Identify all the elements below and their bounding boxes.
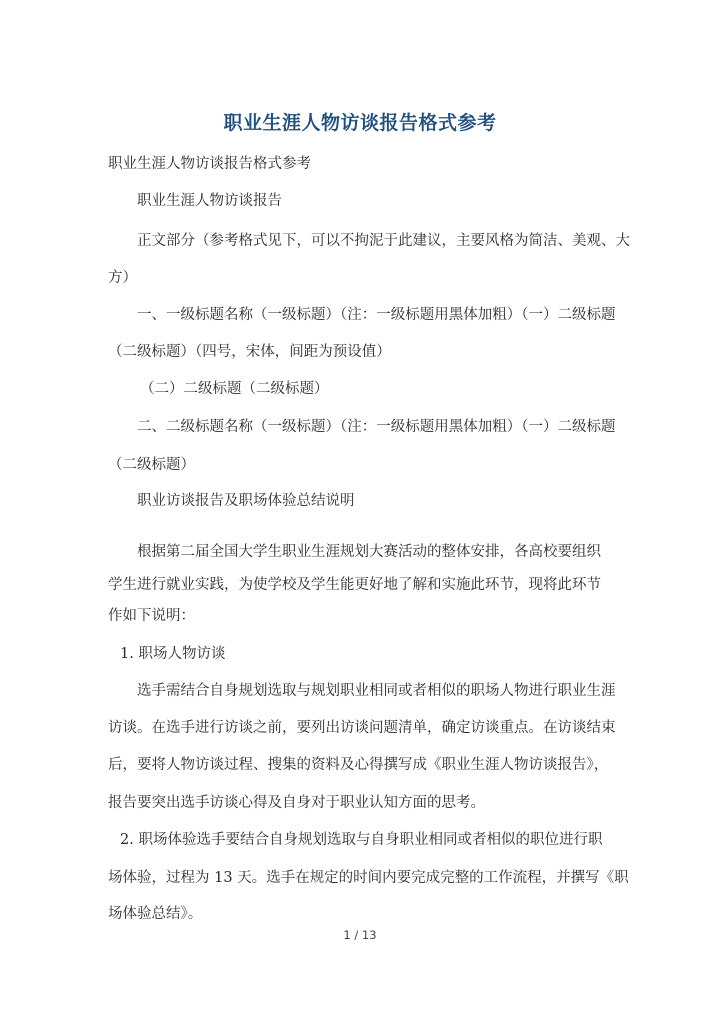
- doc-line: 作如下说明：: [108, 608, 195, 624]
- doc-line: 职业生涯人物访谈报告: [137, 193, 282, 209]
- doc-line: 访谈。在选手进行访谈之前，要列出访谈问题清单，确定访谈重点。在访谈结束: [108, 720, 616, 736]
- doc-line: （二级标题）: [108, 457, 195, 473]
- document-title: 职业生涯人物访谈报告格式参考: [223, 112, 497, 134]
- doc-line: 二、二级标题名称（一级标题）（注：一级标题用黑体加粗）（一）二级标题: [137, 419, 616, 435]
- section-heading: 职业访谈报告及职场体验总结说明: [137, 493, 355, 509]
- doc-line: 报告要突出选手访谈心得及自身对于职业认知方面的思考。: [108, 795, 485, 811]
- doc-line: 选手需结合自身规划选取与规划职业相同或者相似的职场人物进行职业生涯: [137, 683, 616, 699]
- doc-line: （二级标题）（四号，宋体，间距为预设值）: [108, 344, 391, 360]
- doc-line: 场体验总结》。: [108, 906, 203, 922]
- numbered-heading: 1. 职场人物访谈: [120, 646, 226, 662]
- page-indicator: 1 / 13: [343, 928, 377, 942]
- doc-line: 学生进行就业实践，为使学校及学生能更好地了解和实施此环节，现将此环节: [108, 577, 601, 593]
- doc-line: 正文部分（参考格式见下，可以不拘泥于此建议，主要风格为简洁、美观、大: [137, 233, 630, 249]
- doc-line: （二）二级标题（二级标题）: [140, 381, 329, 397]
- doc-line: 一、一级标题名称（一级标题）（注：一级标题用黑体加粗）（一）二级标题: [137, 307, 616, 323]
- numbered-heading: 2. 职场体验选手要结合自身规划选取与自身职业相同或者相似的职位进行职: [120, 832, 603, 848]
- doc-line: 职业生涯人物访谈报告格式参考: [108, 156, 311, 172]
- doc-line: 方）: [108, 270, 137, 286]
- doc-line: 后，要将人物访谈过程、搜集的资料及心得撰写成《职业生涯人物访谈报告》，: [108, 757, 609, 773]
- doc-line: 根据第二届全国大学生职业生涯规划大赛活动的整体安排，各高校要组织: [137, 544, 601, 560]
- doc-line: 场体验，过程为 13 天。选手在规定的时间内要完成完整的工作流程，并撰写《职: [108, 870, 629, 886]
